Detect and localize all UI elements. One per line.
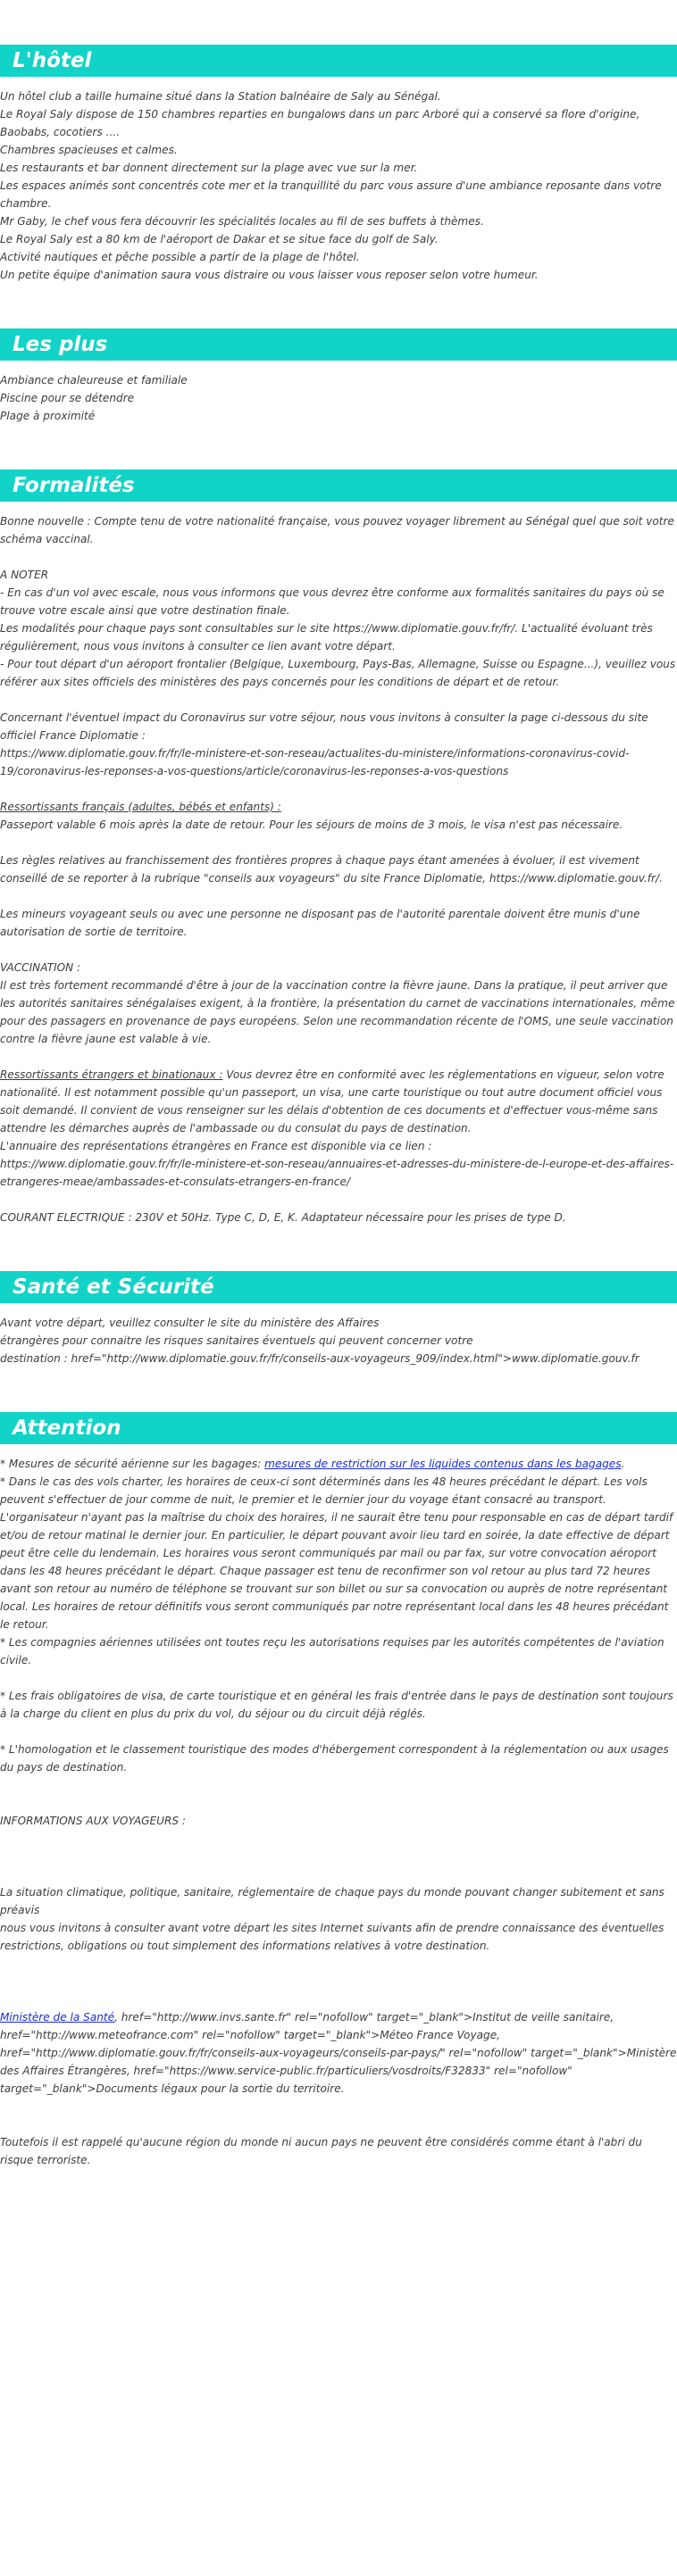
hotel-line: Le Royal Saly est a 80 km de l'aéroport de Dakar et se situe face du golf de Saly. [0, 233, 439, 245]
plus-title: Les plus [0, 328, 677, 361]
attention-paragraph [0, 1455, 677, 1473]
formalites-paragraph: - En cas d'un vol avec escale, nous vous informons que vous devrez être conforme aux formalités sanitaires du pays où se trouve votre escale ainsi que votre destination finale. [0, 586, 664, 617]
hotel-line: Un hôtel club a taille humaine situé dans la Station balnéaire de Saly au Sénégal. [0, 90, 441, 103]
hotel-line: Les espaces animés sont concentrés cote mer et la tranquillité du parc vous assure d'une ambiance reposante dans votre chambre. [0, 179, 662, 210]
hotel-content [0, 77, 677, 284]
formalites-paragraph: COURANT ELECTRIQUE : 230V et 50Hz. Type C, D, E, K. Adaptateur nécessaire pour les prises de type D. [0, 1211, 566, 1224]
formalites-paragraph: L'annuaire des représentations étrangères en France est disponible via ce lien : [0, 1140, 432, 1152]
plus-section [0, 328, 677, 425]
formalites-paragraph: A NOTER [0, 569, 49, 581]
formalites-paragraph: Il est très fortement recommandé d'être à jour de la vaccination contre la fièvre jaune. Dans la pratique, il peut arriver que les autorités sanitaires sénégalaises exigent, à la frontière, la présentation du carnet de vaccinations internationales, même pour des passagers en provenance de pays européens. Selon une recommandation récente de l'OMS, une seule vaccination contre la fièvre jaune est valable à vie. [0, 979, 675, 1045]
formalites-paragraph: Les modalités pour chaque pays sont consultables sur le site https://www.diplomatie.gouv.fr/fr/. L'actualité évoluant très régulièrement, nous vous invitons à consulter ce lien avant votre départ. [0, 622, 653, 652]
hotel-line: Un petite équipe d'animation saura vous distraire ou vous laisser vous reposer selon votre humeur. [0, 269, 539, 281]
attention-paragraph: nous vous invitons à consulter avant votre départ les sites Internet suivants afin de prendre connaissance des éventuelles restrictions, obligations ou tout simplement des informations relatives à votre destination. [0, 1922, 664, 1952]
attention-paragraph: INFORMATIONS AUX VOYAGEURS : [0, 1815, 186, 1827]
formalites-paragraph: Les mineurs voyageant seuls ou avec une personne ne disposant pas de l'autorité parentale doivent être munis d'une autorisation de sortie de territoire. [0, 908, 640, 938]
formalites-paragraph: Concernant l'éventuel impact du Coronavirus sur votre séjour, nous vous invitons à consulter la page ci-dessous du site officiel France Diplomatie : [0, 711, 648, 742]
ministere-sante-link[interactable]: Ministère de la Santé [0, 2011, 115, 2023]
hotel-line: Les restaurants et bar donnent directement sur la plage avec vue sur la mer. [0, 162, 418, 174]
hotel-line: Mr Gaby, le chef vous fera découvrir les spécialités locales au fil de ses buffets à thèmes. [0, 215, 484, 228]
sante-title: Santé et Sécurité [0, 1271, 677, 1303]
formalites-text: Vous devrez être en conformité avec les réglementations en vigueur, selon votre nationalité. Il est notamment possible qu'un passeport, un visa, une carte touristique ou tout autre document officiel vous soit demandé. Il convient de vous renseigner sur les délais d'obtention de ces documents et d'effectuer vous-même sans attendre les démarches auprès de l'ambassade ou du consulat du pays de destination. [0, 1068, 664, 1134]
attention-paragraph: La situation climatique, politique, sanitaire, réglementaire de chaque pays du monde pouvant changer subitement et sans préavis [0, 1886, 664, 1916]
formalites-subheading: Ressortissants français (adultes, bébés et enfants) : [0, 801, 281, 813]
formalites-paragraph [0, 1066, 677, 1137]
plus-line: Piscine pour se détendre [0, 392, 135, 404]
formalites-paragraph: Passeport valable 6 mois après la date de retour. Pour les séjours de moins de 3 mois, le visa n'est pas nécessaire. [0, 819, 623, 831]
attention-paragraph: * Dans le cas des vols charter, les horaires de ceux-ci sont déterminés dans les 48 heures précédant le départ. Les vols peuvent s'effectuer de jour comme de nuit, le premier et le dernier jour du voyage étant consacré au transport. L'organisateur n'ayant pas la maîtrise du choix des horaires, il ne saurait être tenu pour responsable en cas de départ tardif et/ou de retour matinal le dernier jour. En particulier, le départ pouvant avoir lieu tard en soirée, la date effective de départ peut être celle du lendemain. Les horaires vous seront communiqués par mail ou par fax, sur votre convocation aéroport dans les 48 heures précédant le départ. Chaque passager est tenu de reconfirmer son vol retour au plus tard 72 heures avant son retour au numéro de téléphone se trouvant sur son billet ou sur sa convocation ou auprès de notre représentant local. Les horaires de retour définitifs vous seront communiqués par notre représentant local dans les 48 heures précédant le retour. [0, 1475, 673, 1631]
attention-text: * Mesures de sécurité aérienne sur les bagages: [0, 1458, 265, 1470]
attention-section [0, 1412, 677, 2169]
formalites-paragraph: Les règles relatives au franchissement des frontières propres à chaque pays étant amenées à évoluer, il est vivement conseillé de se reporter à la rubrique "conseils aux voyageurs" du site France Diplomatie, https://www.diplomatie.gouv.fr/. [0, 854, 663, 885]
sante-line: Avant votre départ, veuillez consulter le site du ministère des Affaires [0, 1317, 380, 1329]
plus-line: Ambiance chaleureuse et familiale [0, 374, 188, 386]
plus-content [0, 361, 677, 425]
sante-line: étrangères pour connaitre les risques sanitaires éventuels qui peuvent concerner votre [0, 1334, 473, 1347]
attention-text: . [621, 1458, 625, 1470]
attention-text: , href="http://www.invs.sante.fr" rel="nofollow" target="_blank">Institut de veille sanitaire, href="http://www.meteofrance.com" rel="nofollow" target="_blank">Méteo France Voyage, href="http://www.diplomatie.gouv.fr/fr/conseils-aux-voyageurs/conseils-par-pays/" rel="nofollow" target="_blank">Ministère des Affaires Étrangères, href="https://www.service-public.fr/particuliers/vosdroits/F32833" rel="nofollow" target="_blank">Documents légaux pour la sortie du territoire. [0, 2011, 677, 2095]
formalites-paragraph: - Pour tout départ d'un aéroport frontalier (Belgique, Luxembourg, Pays-Bas, Allemagne, Suisse ou Espagne...), veuillez vous référer aux sites officiels des ministères des pays concernés pour les conditions de départ et de retour. [0, 658, 676, 688]
formalites-paragraph: VACCINATION : [0, 961, 81, 974]
attention-paragraph: Toutefois il est rappelé qu'aucune région du monde ni aucun pays ne peuvent être considérés comme étant à l'abri du risque terroriste. [0, 2136, 642, 2166]
plus-line: Plage à proximité [0, 410, 96, 422]
formalites-paragraph: Bonne nouvelle : Compte tenu de votre nationalité française, vous pouvez voyager librement au Sénégal quel que soit votre schéma vaccinal. [0, 515, 674, 545]
hotel-section [0, 45, 677, 284]
formalites-content [0, 502, 677, 1226]
hotel-line: Activité nautiques et pêche possible a partir de la plage de l'hôtel. [0, 251, 360, 263]
hotel-line: Le Royal Saly dispose de 150 chambres reparties en bungalows dans un parc Arboré qui a conservé sa flore d'origine, Baobabs, cocotiers .... [0, 108, 640, 138]
attention-paragraph: * Les frais obligatoires de visa, de carte touristique et en général les frais d'entrée dans le pays de destination sont toujours à la charge du client en plus du prix du vol, du séjour ou du circuit déjà réglés. [0, 1690, 673, 1720]
sante-line: destination : href="http://www.diplomatie.gouv.fr/fr/conseils-aux-voyageurs_909/index.html">www.diplomatie.gouv.fr [0, 1352, 639, 1365]
attention-content [0, 1444, 677, 2169]
hotel-line: Chambres spacieuses et calmes. [0, 144, 178, 156]
attention-title: Attention [0, 1412, 677, 1444]
sante-content [0, 1303, 677, 1367]
liquids-restriction-link[interactable]: mesures de restriction sur les liquides contenus dans les bagages [264, 1458, 622, 1470]
attention-paragraph [0, 2008, 677, 2098]
formalites-paragraph: https://www.diplomatie.gouv.fr/fr/le-ministere-et-son-reseau/actualites-du-ministere/informations-coronavirus-covid-19/coronavirus-les-reponses-a-vos-questions/article/coronavirus-les-reponses-a-vos-questions [0, 747, 630, 777]
sante-section [0, 1271, 677, 1367]
attention-paragraph: * Les compagnies aériennes utilisées ont toutes reçu les autorisations requises par les autorités compétentes de l'aviation civile. [0, 1636, 664, 1666]
formalites-paragraph: https://www.diplomatie.gouv.fr/fr/le-ministere-et-son-reseau/annuaires-et-adresses-du-ministere-de-l-europe-et-des-affaires-etrangeres-meae/ambassades-et-consulats-etrangers-en-france/ [0, 1158, 674, 1188]
formalites-section [0, 469, 677, 1226]
attention-paragraph: * L'homologation et le classement touristique des modes d'hébergement correspondent à la réglementation ou aux usages du pays de destination. [0, 1743, 669, 1774]
formalites-title: Formalités [0, 469, 677, 502]
hotel-title: L'hôtel [0, 45, 677, 77]
formalites-subheading: Ressortissants étrangers et binationaux : [0, 1068, 223, 1081]
